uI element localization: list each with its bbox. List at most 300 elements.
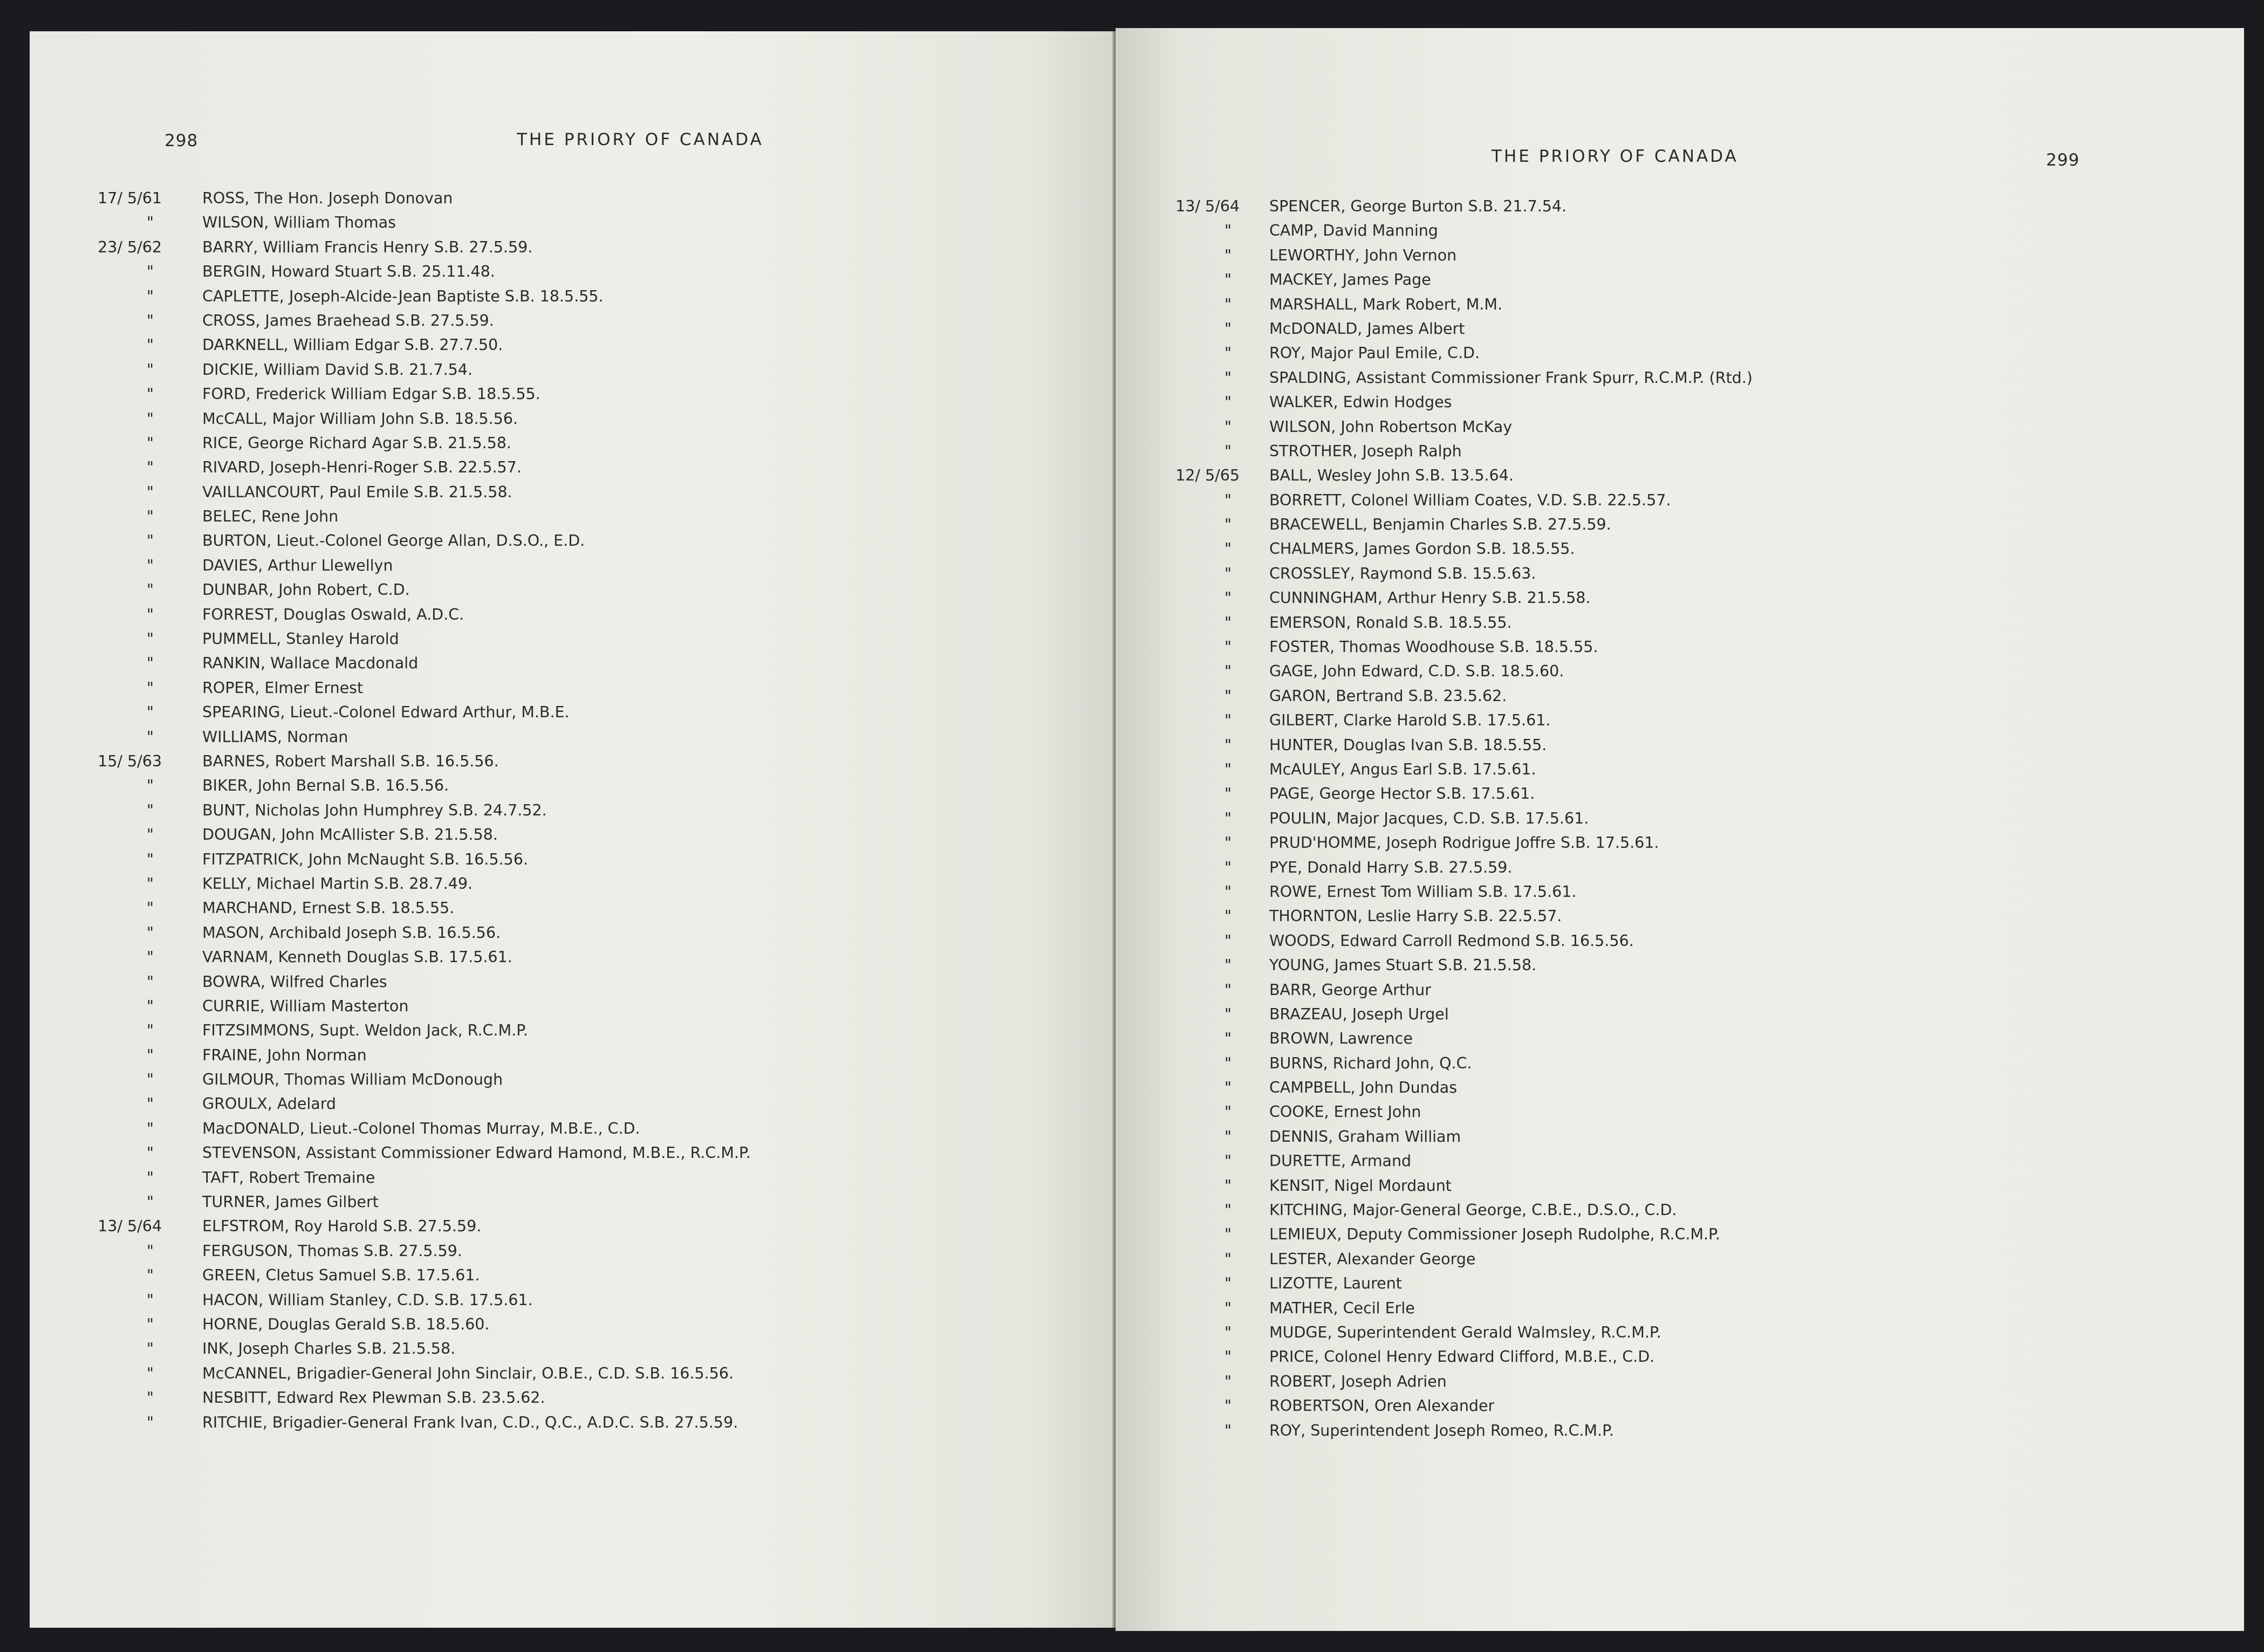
list-item <box>76 410 1100 434</box>
entry-date: " <box>146 850 154 868</box>
entry-name: FORD, Frederick William Edgar S.B. 18.5.55. <box>202 385 541 403</box>
list-item <box>76 703 1100 728</box>
entry-name: BORRETT, Colonel William Coates, V.D. S.B. 22.5.57. <box>1269 491 1671 509</box>
left-page <box>30 31 1119 1628</box>
entry-name: MacDONALD, Lieut.-Colonel Thomas Murray, M.B.E., C.D. <box>202 1119 640 1137</box>
list-item <box>1153 711 2205 736</box>
entry-name: GROULX, Adelard <box>202 1095 337 1113</box>
entry-date: " <box>1224 1152 1232 1170</box>
entry-name: PRICE, Colonel Henry Edward Clifford, M.B.E., C.D. <box>1269 1348 1655 1366</box>
entry-date: " <box>1224 564 1232 582</box>
entry-date: " <box>1224 442 1232 460</box>
list-item <box>1153 1128 2205 1152</box>
list-item <box>76 924 1100 948</box>
entry-name: CAPLETTE, Joseph-Alcide-Jean Baptiste S.B. 18.5.55. <box>202 287 604 305</box>
entry-date: " <box>1224 1005 1232 1023</box>
entry-name: GILMOUR, Thomas William McDonough <box>202 1071 503 1089</box>
list-item <box>76 361 1100 385</box>
entry-name: LEMIEUX, Deputy Commissioner Joseph Rudolphe, R.C.M.P. <box>1269 1225 1720 1244</box>
entry-date: " <box>146 972 154 991</box>
entry-name: FORREST, Douglas Oswald, A.D.C. <box>202 605 464 623</box>
entry-date: " <box>1224 368 1232 387</box>
list-item <box>1153 1250 2205 1274</box>
entry-date: " <box>1224 1201 1232 1219</box>
list-item <box>76 581 1100 605</box>
entry-name: FOSTER, Thomas Woodhouse S.B. 18.5.55. <box>1269 638 1598 656</box>
entry-name: CUNNINGHAM, Arthur Henry S.B. 21.5.58. <box>1269 589 1591 607</box>
entry-date: " <box>1224 540 1232 558</box>
list-item <box>1153 760 2205 785</box>
entry-date: " <box>146 1364 154 1382</box>
list-item <box>1153 197 2205 222</box>
entry-name: TAFT, Robert Tremaine <box>202 1168 375 1187</box>
entry-name: FITZPATRICK, John McNaught S.B. 16.5.56. <box>202 850 528 868</box>
list-item <box>76 875 1100 899</box>
entry-date: " <box>1224 1421 1232 1439</box>
entry-name: EMERSON, Ronald S.B. 18.5.55. <box>1269 613 1512 632</box>
list-item <box>1153 246 2205 271</box>
list-item <box>76 557 1100 581</box>
entry-date: " <box>1224 613 1232 632</box>
list-item <box>76 777 1100 801</box>
entry-name: MARCHAND, Ernest S.B. 18.5.55. <box>202 899 455 917</box>
list-item <box>76 1266 1100 1291</box>
entry-date: " <box>1224 1054 1232 1072</box>
entry-date: 12/ 5/65 <box>1175 467 1240 485</box>
entry-date: " <box>1224 1225 1232 1244</box>
entry-name: BURNS, Richard John, Q.C. <box>1269 1054 1472 1072</box>
entry-date: " <box>146 899 154 917</box>
entry-name: CHALMERS, James Gordon S.B. 18.5.55. <box>1269 540 1575 558</box>
entry-name: MACKEY, James Page <box>1269 271 1431 289</box>
list-item <box>76 679 1100 703</box>
entry-name: BELEC, Rene John <box>202 508 339 526</box>
list-item <box>76 385 1100 409</box>
list-item <box>76 1365 1100 1389</box>
entry-date: " <box>1224 785 1232 803</box>
entry-date: 13/ 5/64 <box>1175 197 1240 215</box>
entry-date: " <box>1224 1299 1232 1317</box>
list-item <box>1153 1422 2205 1446</box>
entry-date: " <box>1224 393 1232 412</box>
entry-date: " <box>146 997 154 1015</box>
entry-date: " <box>146 214 154 232</box>
entry-date: " <box>146 874 154 893</box>
entry-date: " <box>1224 1103 1232 1121</box>
entry-name: WOODS, Edward Carroll Redmond S.B. 16.5.56. <box>1269 931 1634 950</box>
entry-date: " <box>146 1071 154 1089</box>
entry-name: McAULEY, Angus Earl S.B. 17.5.61. <box>1269 760 1536 778</box>
entry-date: 17/ 5/61 <box>98 189 162 207</box>
entry-name: MATHER, Cecil Erle <box>1269 1299 1415 1317</box>
entry-date: " <box>146 703 154 722</box>
entry-name: McCALL, Major William John S.B. 18.5.56. <box>202 409 518 428</box>
entry-date: 15/ 5/63 <box>98 752 162 770</box>
entry-name: ROY, Major Paul Emile, C.D. <box>1269 344 1480 362</box>
list-item <box>76 728 1100 752</box>
entry-name: ROY, Superintendent Joseph Romeo, R.C.M.P. <box>1269 1421 1614 1439</box>
list-item <box>1153 785 2205 809</box>
entry-name: CROSS, James Braehead S.B. 27.5.59. <box>202 311 494 330</box>
list-item <box>76 1193 1100 1217</box>
entry-name: DURETTE, Armand <box>1269 1152 1412 1170</box>
list-item <box>76 508 1100 532</box>
entry-name: BROWN, Lawrence <box>1269 1030 1413 1048</box>
entry-name: CAMPBELL, John Dundas <box>1269 1079 1458 1097</box>
entry-name: BURTON, Lieut.-Colonel George Allan, D.S.O., E.D. <box>202 532 585 550</box>
entry-date: " <box>1224 834 1232 852</box>
entry-name: GAGE, John Edward, C.D. S.B. 18.5.60. <box>1269 662 1564 681</box>
list-item <box>76 851 1100 875</box>
list-item <box>1153 565 2205 589</box>
list-item <box>76 238 1100 263</box>
entry-date: " <box>1224 1127 1232 1146</box>
entry-date: " <box>146 801 154 819</box>
entry-date: " <box>1224 907 1232 926</box>
entry-name: LESTER, Alexander George <box>1269 1250 1476 1268</box>
list-item <box>76 1120 1100 1144</box>
entry-name: PUMMELL, Stanley Harold <box>202 630 399 648</box>
entry-date: " <box>1224 760 1232 778</box>
entry-name: GREEN, Cletus Samuel S.B. 17.5.61. <box>202 1266 480 1285</box>
entry-date: " <box>1224 1348 1232 1366</box>
entry-date: 23/ 5/62 <box>98 238 162 256</box>
list-item <box>1153 1030 2205 1054</box>
list-item <box>1153 1005 2205 1030</box>
list-item <box>76 189 1100 214</box>
entry-name: PYE, Donald Harry S.B. 27.5.59. <box>1269 858 1513 876</box>
entry-date: " <box>1224 1323 1232 1341</box>
entry-name: RITCHIE, Brigadier-General Frank Ivan, C.D., Q.C., A.D.C. S.B. 27.5.59. <box>202 1413 738 1431</box>
entry-name: RIVARD, Joseph-Henri-Roger S.B. 22.5.57. <box>202 458 522 477</box>
list-item <box>76 214 1100 238</box>
page-number: 299 <box>2046 150 2080 170</box>
entry-date: " <box>1224 246 1232 264</box>
entry-name: CAMP, David Manning <box>1269 222 1438 240</box>
entry-date: " <box>1224 931 1232 950</box>
list-item <box>1153 467 2205 491</box>
entry-date: " <box>146 532 154 550</box>
list-item <box>1153 834 2205 858</box>
list-item <box>76 1340 1100 1364</box>
entry-date: " <box>146 1389 154 1407</box>
entry-date: " <box>1224 1079 1232 1097</box>
entry-name: GARON, Bertrand S.B. 23.5.62. <box>1269 687 1507 705</box>
list-item <box>76 1169 1100 1193</box>
list-item <box>76 948 1100 972</box>
list-item <box>76 434 1100 458</box>
entry-date: " <box>1224 1030 1232 1048</box>
entry-date: " <box>146 1144 154 1162</box>
entry-name: RICE, George Richard Agar S.B. 21.5.58. <box>202 434 511 452</box>
entry-name: HACON, William Stanley, C.D. S.B. 17.5.61. <box>202 1291 533 1309</box>
list-item <box>1153 540 2205 564</box>
list-item <box>1153 491 2205 516</box>
list-item <box>1153 859 2205 883</box>
entry-name: YOUNG, James Stuart S.B. 21.5.58. <box>1269 956 1537 975</box>
entry-date: " <box>1224 1250 1232 1268</box>
list-item <box>1153 1299 2205 1324</box>
list-item <box>1153 222 2205 246</box>
entry-name: ROBERTSON, Oren Alexander <box>1269 1397 1495 1415</box>
entry-name: VARNAM, Kenneth Douglas S.B. 17.5.61. <box>202 948 512 966</box>
entry-name: MASON, Archibald Joseph S.B. 16.5.56. <box>202 923 501 942</box>
entry-date: " <box>146 1022 154 1040</box>
list-item <box>76 1315 1100 1340</box>
list-item <box>1153 907 2205 931</box>
entry-name: ROSS, The Hon. Joseph Donovan <box>202 189 453 207</box>
list-item <box>76 1414 1100 1438</box>
list-item <box>1153 393 2205 417</box>
entry-date: " <box>1224 981 1232 999</box>
entry-date: " <box>1224 687 1232 705</box>
entry-name: SPEARING, Lieut.-Colonel Edward Arthur, M.B.E. <box>202 703 570 722</box>
entry-date: " <box>1224 882 1232 901</box>
entry-date: " <box>146 263 154 281</box>
entry-date: 13/ 5/64 <box>98 1217 162 1236</box>
entry-date: " <box>146 923 154 942</box>
entry-date: " <box>146 948 154 966</box>
entry-date: " <box>1224 344 1232 362</box>
entry-name: PRUD'HOMME, Joseph Rodrigue Joffre S.B. 17.5.61. <box>1269 834 1659 852</box>
list-item <box>76 630 1100 654</box>
list-item <box>1153 932 2205 956</box>
entry-name: BALL, Wesley John S.B. 13.5.64. <box>1269 467 1514 485</box>
entry-date: " <box>146 1266 154 1285</box>
entry-date: " <box>146 1413 154 1431</box>
page-number: 298 <box>165 131 199 150</box>
list-item <box>76 532 1100 556</box>
entry-name: DARKNELL, William Edgar S.B. 27.7.50. <box>202 336 503 354</box>
entry-date: " <box>146 1168 154 1187</box>
entry-name: BRACEWELL, Benjamin Charles S.B. 27.5.59. <box>1269 516 1611 534</box>
entry-name: HUNTER, Douglas Ivan S.B. 18.5.55. <box>1269 736 1547 754</box>
entry-name: BRAZEAU, Joseph Urgel <box>1269 1005 1449 1023</box>
entry-date: " <box>146 508 154 526</box>
entry-name: DICKIE, William David S.B. 21.7.54. <box>202 360 473 379</box>
entry-list <box>1153 197 2205 1446</box>
list-item <box>1153 1152 2205 1176</box>
entry-name: WALKER, Edwin Hodges <box>1269 393 1452 412</box>
list-item <box>76 654 1100 678</box>
entry-date: " <box>1224 638 1232 656</box>
list-item <box>76 1144 1100 1168</box>
entry-name: FRAINE, John Norman <box>202 1046 367 1064</box>
entry-date: " <box>1224 319 1232 338</box>
list-item <box>76 973 1100 997</box>
running-head: THE PRIORY OF CANADA <box>517 130 764 149</box>
list-item <box>76 458 1100 483</box>
entry-date: " <box>146 1242 154 1260</box>
entry-name: DENNIS, Graham William <box>1269 1127 1461 1146</box>
list-item <box>1153 442 2205 467</box>
entry-name: BUNT, Nicholas John Humphrey S.B. 24.7.52. <box>202 801 547 819</box>
entry-name: McDONALD, James Albert <box>1269 319 1465 338</box>
list-item <box>1153 320 2205 344</box>
list-item <box>1153 344 2205 368</box>
list-item <box>1153 271 2205 295</box>
list-item <box>1153 883 2205 907</box>
entry-name: ELFSTROM, Roy Harold S.B. 27.5.59. <box>202 1217 482 1236</box>
list-item <box>1153 1274 2205 1299</box>
list-item <box>1153 736 2205 760</box>
entry-date: " <box>1224 1274 1232 1293</box>
list-item <box>76 899 1100 923</box>
entry-name: COOKE, Ernest John <box>1269 1103 1421 1121</box>
list-item <box>1153 1177 2205 1201</box>
entry-date: " <box>146 1315 154 1333</box>
entry-date: " <box>1224 271 1232 289</box>
list-item <box>1153 516 2205 540</box>
list-item <box>1153 369 2205 393</box>
entry-date: " <box>1224 516 1232 534</box>
entry-date: " <box>146 605 154 623</box>
entry-date: " <box>1224 417 1232 436</box>
list-item <box>1153 614 2205 638</box>
entry-date: " <box>1224 956 1232 975</box>
entry-date: " <box>146 556 154 574</box>
list-item <box>1153 687 2205 711</box>
entry-date: " <box>146 434 154 452</box>
entry-name: NESBITT, Edward Rex Plewman S.B. 23.5.62. <box>202 1389 545 1407</box>
entry-name: WILSON, John Robertson McKay <box>1269 417 1513 436</box>
entry-name: CURRIE, William Masterton <box>202 997 409 1015</box>
entry-name: RANKIN, Wallace Macdonald <box>202 654 419 673</box>
entry-date: " <box>146 409 154 428</box>
list-item <box>1153 1201 2205 1225</box>
entry-name: POULIN, Major Jacques, C.D. S.B. 17.5.61. <box>1269 809 1589 827</box>
entry-name: MUDGE, Superintendent Gerald Walmsley, R.C.M.P. <box>1269 1323 1661 1341</box>
entry-name: KELLY, Michael Martin S.B. 28.7.49. <box>202 874 473 893</box>
entry-date: " <box>1224 809 1232 827</box>
list-item <box>1153 1324 2205 1348</box>
list-item <box>76 483 1100 508</box>
list-item <box>1153 296 2205 320</box>
entry-name: BERGIN, Howard Stuart S.B. 25.11.48. <box>202 263 495 281</box>
entry-name: STROTHER, Joseph Ralph <box>1269 442 1462 460</box>
entry-date: " <box>146 385 154 403</box>
entry-name: SPENCER, George Burton S.B. 21.7.54. <box>1269 197 1567 215</box>
list-item <box>1153 1373 2205 1397</box>
entry-date: " <box>146 458 154 477</box>
entry-name: DOUGAN, John McAllister S.B. 21.5.58. <box>202 826 498 844</box>
entry-date: " <box>146 1119 154 1137</box>
entry-name: KITCHING, Major-General George, C.B.E., D.S.O., C.D. <box>1269 1201 1677 1219</box>
entry-date: " <box>146 1193 154 1211</box>
entry-date: " <box>1224 858 1232 876</box>
list-item <box>76 312 1100 336</box>
running-head: THE PRIORY OF CANADA <box>1492 147 1739 166</box>
list-item <box>1153 810 2205 834</box>
entry-name: STEVENSON, Assistant Commissioner Edward Hamond, M.B.E., R.C.M.P. <box>202 1144 751 1162</box>
entry-name: WILSON, William Thomas <box>202 214 396 232</box>
entry-date: " <box>146 287 154 305</box>
list-item <box>76 336 1100 360</box>
entry-date: " <box>1224 295 1232 313</box>
entry-name: PAGE, George Hector S.B. 17.5.61. <box>1269 785 1535 803</box>
entry-name: KENSIT, Nigel Mordaunt <box>1269 1176 1452 1195</box>
entry-date: " <box>1224 711 1232 730</box>
list-item <box>1153 1225 2205 1250</box>
entry-date: " <box>146 336 154 354</box>
list-item <box>1153 956 2205 981</box>
entry-date: " <box>146 1291 154 1309</box>
entry-name: THORNTON, Leslie Harry S.B. 22.5.57. <box>1269 907 1562 926</box>
entry-date: " <box>1224 1372 1232 1390</box>
entry-name: INK, Joseph Charles S.B. 21.5.58. <box>202 1340 456 1358</box>
list-item <box>1153 589 2205 613</box>
entry-name: WILLIAMS, Norman <box>202 728 348 746</box>
list-item <box>1153 1079 2205 1103</box>
entry-date: " <box>146 630 154 648</box>
list-item <box>76 997 1100 1022</box>
list-item <box>1153 1054 2205 1079</box>
entry-date: " <box>146 678 154 697</box>
list-item <box>76 1291 1100 1315</box>
entry-name: McCANNEL, Brigadier-General John Sinclair, O.B.E., C.D. S.B. 16.5.56. <box>202 1364 734 1382</box>
entry-name: ROBERT, Joseph Adrien <box>1269 1372 1447 1390</box>
list-item <box>76 1022 1100 1046</box>
entry-name: HORNE, Douglas Gerald S.B. 18.5.60. <box>202 1315 490 1333</box>
entry-date: " <box>146 1095 154 1113</box>
list-item <box>76 1242 1100 1266</box>
list-item <box>1153 1348 2205 1372</box>
entry-name: VAILLANCOURT, Paul Emile S.B. 21.5.58. <box>202 483 512 501</box>
entry-name: DAVIES, Arthur Llewellyn <box>202 556 393 574</box>
entry-date: " <box>1224 1176 1232 1195</box>
entry-name: LIZOTTE, Laurent <box>1269 1274 1402 1293</box>
entry-name: BARR, George Arthur <box>1269 981 1431 999</box>
list-item <box>76 1217 1100 1242</box>
entry-name: TURNER, James Gilbert <box>202 1193 379 1211</box>
list-item <box>76 1389 1100 1413</box>
entry-name: BARNES, Robert Marshall S.B. 16.5.56. <box>202 752 499 770</box>
entry-name: MARSHALL, Mark Robert, M.M. <box>1269 295 1503 313</box>
entry-name: BIKER, John Bernal S.B. 16.5.56. <box>202 777 449 795</box>
entry-name: BARRY, William Francis Henry S.B. 27.5.59. <box>202 238 533 256</box>
entry-name: DUNBAR, John Robert, C.D. <box>202 581 410 599</box>
entry-date: " <box>146 1046 154 1064</box>
entry-name: ROWE, Ernest Tom William S.B. 17.5.61. <box>1269 882 1577 901</box>
entry-date: " <box>146 826 154 844</box>
entry-date: " <box>146 483 154 501</box>
right-page <box>1116 28 2244 1631</box>
entry-date: " <box>1224 736 1232 754</box>
entry-name: FERGUSON, Thomas S.B. 27.5.59. <box>202 1242 462 1260</box>
entry-date: " <box>146 581 154 599</box>
entry-name: SPALDING, Assistant Commissioner Frank Spurr, R.C.M.P. (Rtd.) <box>1269 368 1753 387</box>
list-item <box>1153 1397 2205 1421</box>
list-item <box>76 1046 1100 1071</box>
list-item <box>76 801 1100 826</box>
list-item <box>76 263 1100 287</box>
entry-date: " <box>146 777 154 795</box>
list-item <box>1153 1103 2205 1127</box>
list-item <box>1153 418 2205 442</box>
entry-list <box>76 189 1100 1438</box>
entry-name: BOWRA, Wilfred Charles <box>202 972 387 991</box>
entry-date: " <box>146 728 154 746</box>
list-item <box>1153 981 2205 1005</box>
entry-date: " <box>1224 491 1232 509</box>
list-item <box>76 752 1100 777</box>
list-item <box>76 1095 1100 1119</box>
entry-name: ROPER, Elmer Ernest <box>202 678 364 697</box>
list-item <box>76 826 1100 850</box>
entry-name: CROSSLEY, Raymond S.B. 15.5.63. <box>1269 564 1536 582</box>
entry-name: LEWORTHY, John Vernon <box>1269 246 1457 264</box>
list-item <box>1153 638 2205 662</box>
